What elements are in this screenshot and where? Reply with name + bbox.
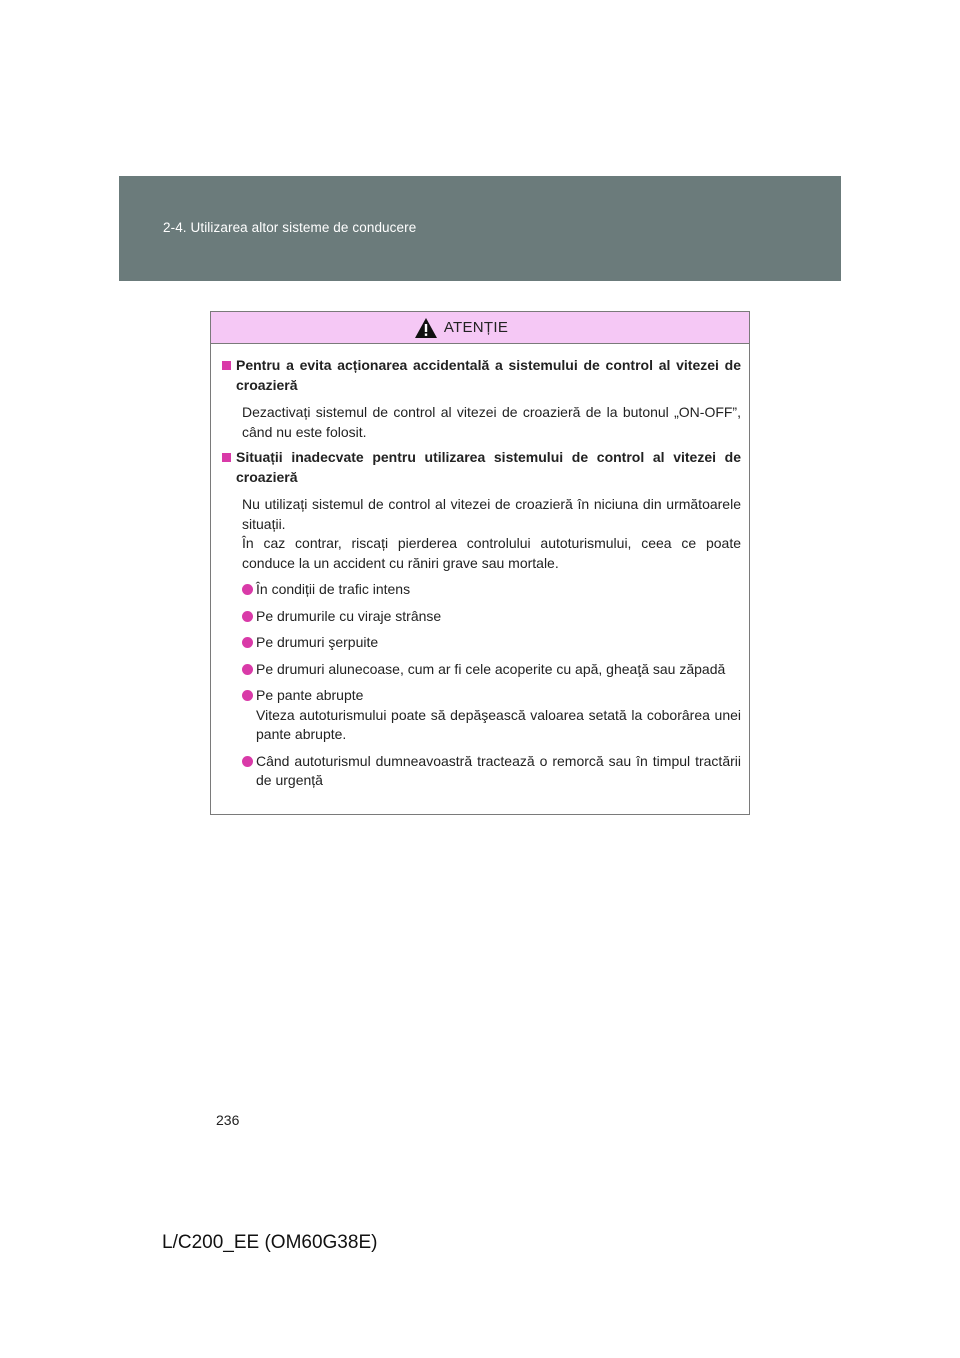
list-item-note: Viteza autoturismului poate să depăşească valoarea setată la coborârea unei pante abrupte.	[256, 706, 741, 742]
list-item	[242, 686, 741, 745]
warning-box	[210, 311, 750, 815]
section-title-1: Pentru a evita acționarea accidentală a sistemului de control al vitezei de croazieră	[236, 357, 741, 393]
list-item: Pe drumuri alunecoase, cum ar fi cele acoperite cu apă, gheaţă sau zăpadă	[242, 660, 741, 680]
round-bullet-icon	[242, 664, 253, 675]
square-bullet-icon	[222, 453, 231, 462]
warning-title: ATENȚIE	[443, 319, 509, 336]
list-item-label: Pe pante abrupte	[256, 687, 364, 703]
section-title: 2-4. Utilizarea altor sisteme de conducere	[163, 220, 417, 235]
paragraph: Dezactivați sistemul de control al vitezei de croazieră de la butonul „ON-OFF”, când nu este folosit.	[242, 404, 741, 440]
chapter-header-band	[119, 176, 841, 281]
list-item: Pe drumurile cu viraje strânse	[242, 607, 741, 627]
paragraph: În caz contrar, riscați pierderea controlului autoturismului, ceea ce poate conduce la un accident cu răniri grave sau mortale.	[242, 535, 741, 571]
warning-triangle-icon	[414, 317, 438, 339]
section-heading	[222, 356, 741, 395]
section-heading	[222, 448, 741, 487]
round-bullet-icon	[242, 584, 253, 595]
list-item: Când autoturismul dumneavoastră tractează o remorcă sau în timpul tractării de urgență	[242, 752, 741, 791]
document-code: L/C200_EE (OM60G38E)	[162, 1232, 378, 1253]
list-item: În condiții de trafic intens	[242, 580, 741, 600]
warning-header	[211, 312, 749, 344]
square-bullet-icon	[222, 361, 231, 370]
round-bullet-icon	[242, 756, 253, 767]
round-bullet-icon	[242, 690, 253, 701]
paragraph: Nu utilizați sistemul de control al vitezei de croazieră în niciuna din următoarele situații.	[242, 496, 741, 532]
round-bullet-icon	[242, 611, 253, 622]
section-title-2: Situații inadecvate pentru utilizarea sistemului de control al vitezei de croazieră	[236, 449, 741, 485]
page-number: 236	[216, 1112, 240, 1128]
warning-body	[211, 344, 749, 791]
round-bullet-icon	[242, 637, 253, 648]
list-item: Pe drumuri şerpuite	[242, 633, 741, 653]
